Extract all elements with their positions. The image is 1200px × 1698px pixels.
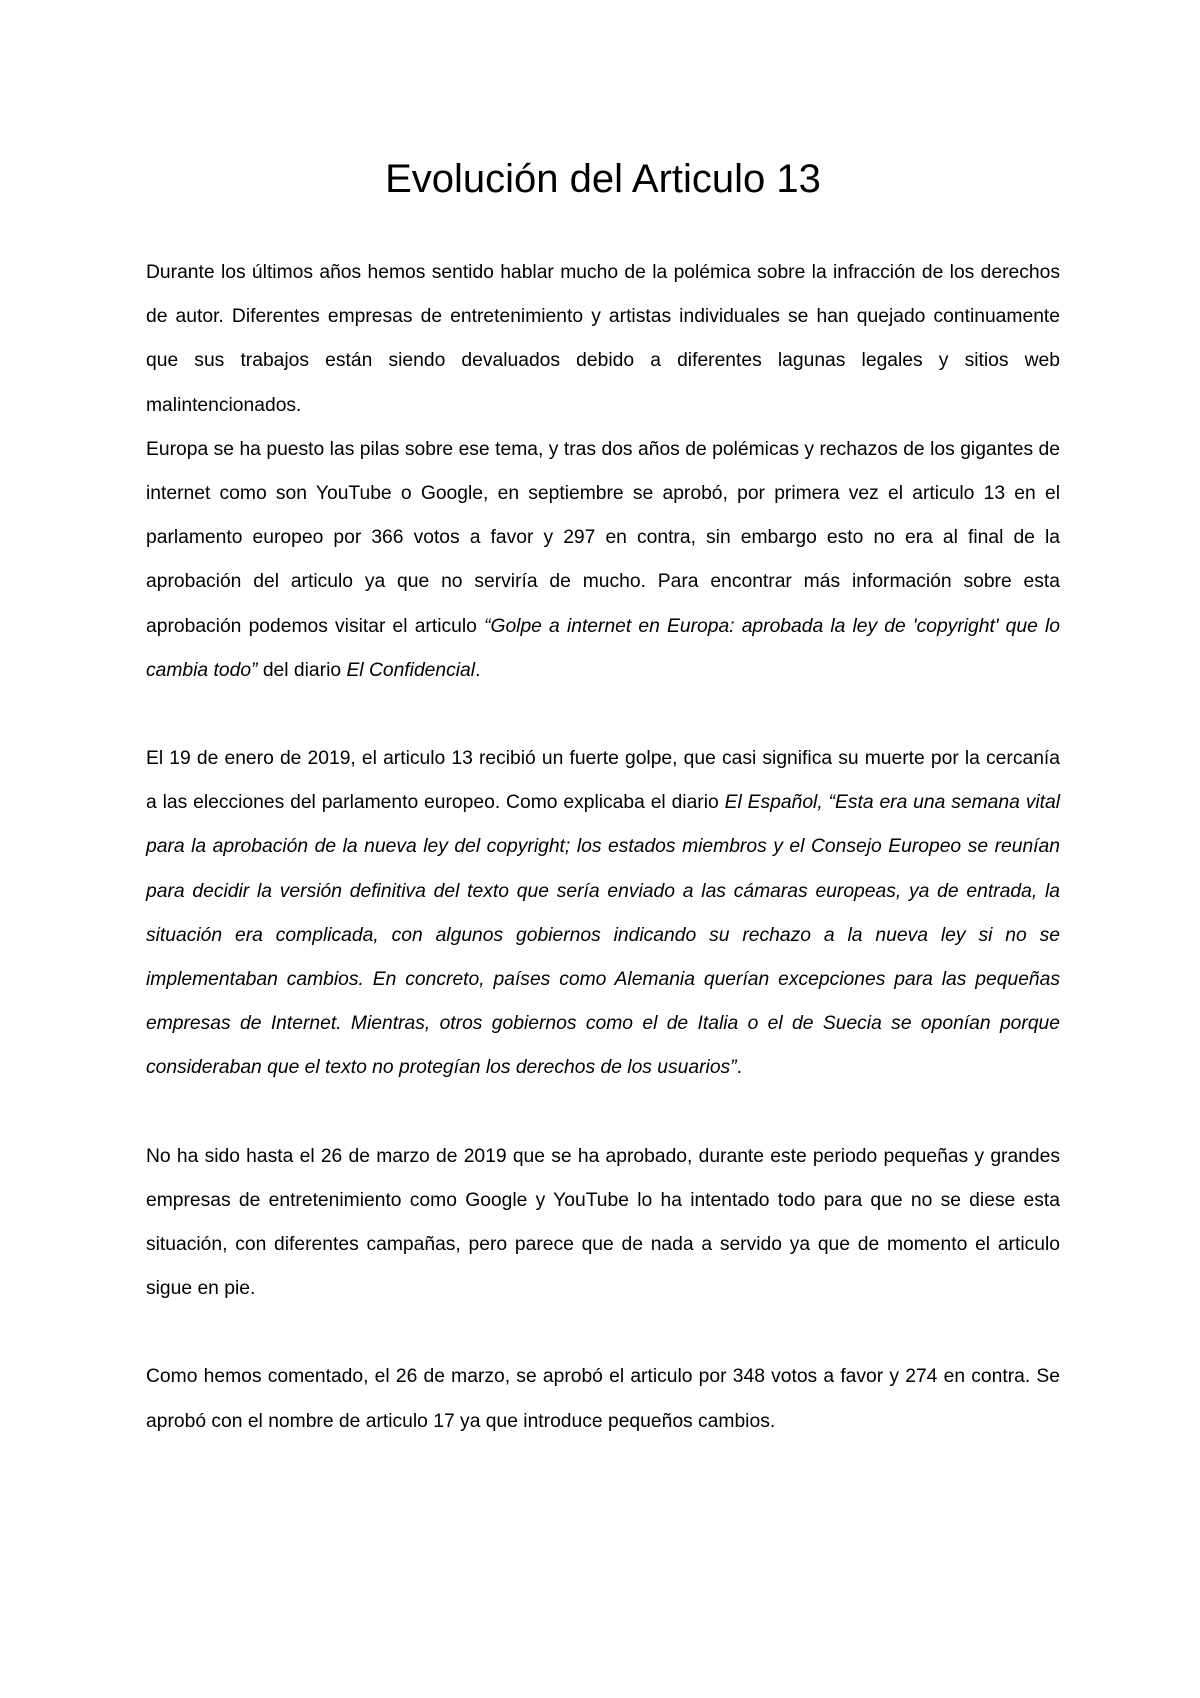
quote: , “Esta era una semana vital para la aprobación de la nueva ley del copyright; los estados miembros y el Consejo Europeo se reunían para decidir la versión definitiva del texto que sería enviado a las cámaras europeas, ya de entrada, la situación era complicada, con algunos gobiernos indicando su rechazo a la nueva ley si no se implementaban cambios. En concreto, países como Alemania querían excepciones para las pequeñas empresas de Internet. Mientras, otros gobiernos como el de Italia o el de Suecia se oponían porque consideraban que el texto no protegían los derechos de los usuarios” [146,792,1060,1079]
newspaper-name: El Confidencial [346,659,476,681]
paragraph-europe-text: Europa se ha puesto las pilas sobre ese tema, y tras dos años de polémicas y rechazos de los gigantes de internet como son YouTube o Google, en septiembre se aprobó, por primera vez el articulo 13 en el parlamento europeo por 366 votos a favor y 297 en contra, sin embargo esto no era al final de la aprobación del articulo ya que no serviría de mucho. Para encontrar más información sobre esta aprobación podemos visitar el articulo [146,438,1060,637]
paragraph-europe [146,428,1060,693]
newspaper-name: El Español [724,792,818,814]
paragraph-europe-connector: del diario [257,659,347,681]
paragraph-january-text: El 19 de enero de 2019, el articulo 13 recibió un fuerte golpe, que casi significa su muerte por la cercanía a las elecciones del parlamento europeo. Como explicaba el diario [146,748,1060,814]
document-title: Evolución del Articulo 13 [385,157,821,201]
paragraph-europe-end: . [475,659,481,681]
paragraph-intro: Durante los últimos años hemos sentido hablar mucho de la polémica sobre la infracción de los derechos de autor. Diferentes empresas de entretenimiento y artistas individuales se han quejado continuamente que sus trabajos están siendo devaluados debido a diferentes lagunas legales y sitios web malintencionados. [146,262,1060,416]
paragraph-march: No ha sido hasta el 26 de marzo de 2019 que se ha aprobado, durante este periodo pequeñas y grandes empresas de entretenimiento como Google y YouTube lo ha intentado todo para que no se diese esta situación, con diferentes campañas, pero parece que de nada a servido ya que de momento el articulo sigue en pie. [146,1145,1060,1300]
paragraph-january-end: . [736,1057,742,1079]
article-title: “Golpe a internet en Europa: aprobada la ley de 'copyright' que lo cambia todo” [146,615,1061,681]
paragraph-vote: Como hemos comentado, el 26 de marzo, se aprobó el articulo por 348 votos a favor y 274 en contra. Se aprobó con el nombre de articulo 17 ya que introduce pequeños cambios. [146,1366,1060,1432]
paragraph-january [146,737,1060,1091]
